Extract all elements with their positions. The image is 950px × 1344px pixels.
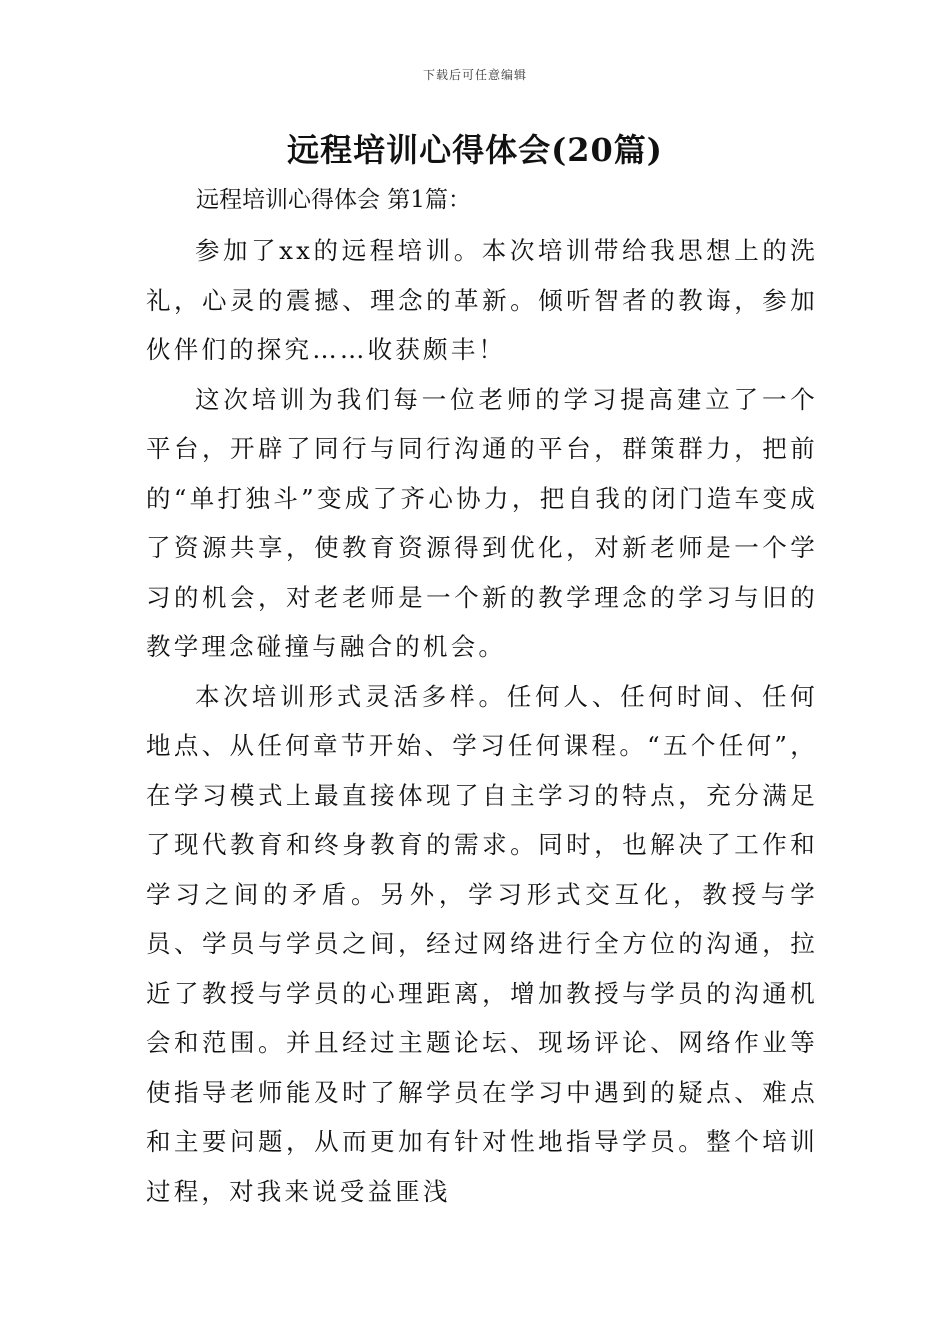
paragraph-2: 这次培训为我们每一位老师的学习提高建立了一个平台，开辟了同行与同行沟通的平台，群策群力，把前的“单打独斗”变成了齐心协力，把自我的闭门造车变成了资源共享，使教育资源得到优化，对新老师是一个学习的机会，对老老师是一个新的教学理念的学习与旧的教学理念碰撞与融合的机会。 xyxy=(146,384,818,661)
section-subtitle: 远程培训心得体会 第1篇： xyxy=(196,187,471,213)
paragraph-1: 参加了xx的远程培训。本次培训带给我思想上的洗礼，心灵的震撼、理念的革新。倾听智者的教诲，参加伙伴们的探究……收获颇丰！ xyxy=(146,236,818,364)
header-note: 下载后可任意编辑 xyxy=(422,68,527,82)
document-title: 远程培训心得体会(20篇) xyxy=(287,131,663,169)
document-body xyxy=(146,226,818,1216)
paragraph-3: 本次培训形式灵活多样。任何人、任何时间、任何地点、从任何章节开始、学习任何课程。“五个任何”，在学习模式上最直接体现了自主学习的特点，充分满足了现代教育和终身教育的需求。同时，也解决了工作和学习之间的矛盾。另外，学习形式交互化，教授与学员、学员与学员之间，经过网络进行全方位的沟通，拉近了教授与学员的心理距离，增加教授与学员的沟通机会和范围。并且经过主题论坛、现场评论、网络作业等使指导老师能及时了解学员在学习中遇到的疑点、难点和主要问题，从而更加有针对性地指导学员。整个培训过程，对我来说受益匪浅 xyxy=(146,681,818,1206)
